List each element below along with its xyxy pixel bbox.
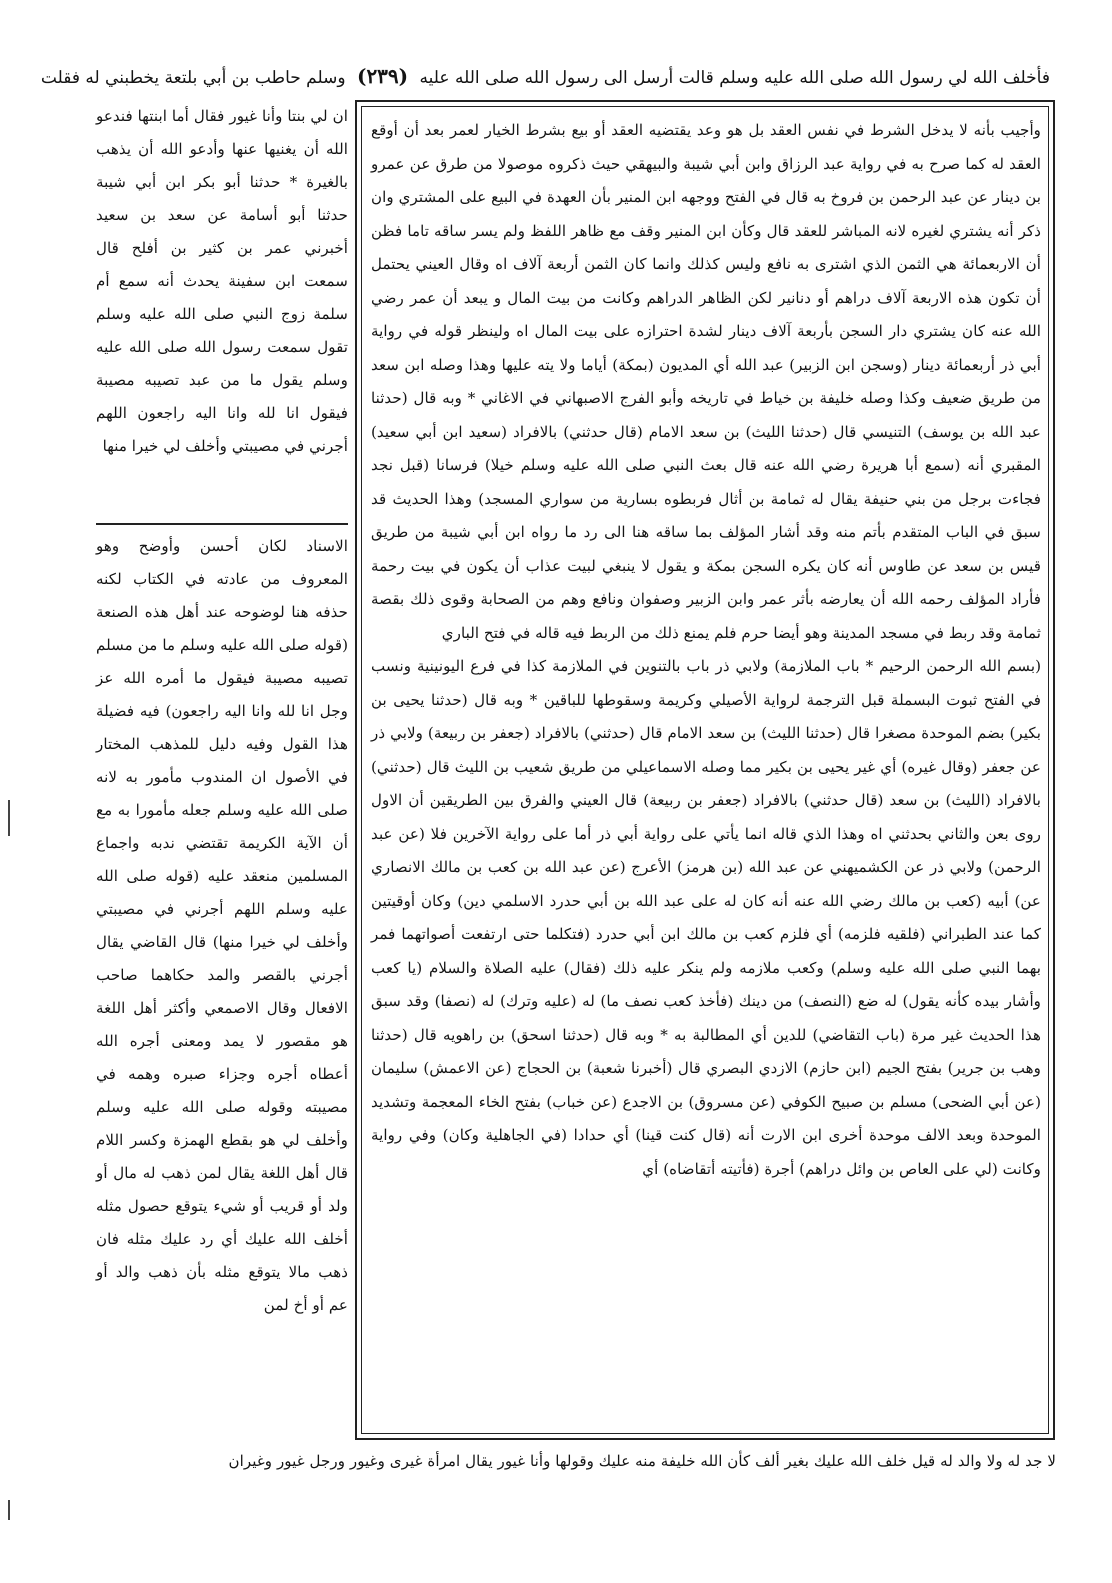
column-divider <box>96 523 348 525</box>
running-header <box>40 60 1050 92</box>
main-paragraph: وأجيب بأنه لا يدخل الشرط في نفس العقد بل هو وعد يقتضيه العقد أو بيع بشرط الخيار لعمر بعد أن أوقع العقد له كما صرح به في رواية عبد الرزاق وابن أبي شيبة والبيهقي حيث ذكروه موصولا من طرق عن عمرو بن دينار عن عبد الرحمن بن فروخ به قال في الفتح ووجهه ابن المنير بأن العهدة في البيع على المشتري وان ذكر أنه يشتري لغيره لانه المباشر للعقد قال وكأن ابن المنير وقف مع ظاهر اللفظ ولم يسر ساقه تاما فظن أن الاربعمائة هي الثمن الذي اشترى به نافع وليس كذلك وانما كان الثمن أربعة آلاف اه وقال العيني يحتمل أن تكون هذه الاربعة آلاف دراهم أو دنانير لكن الظاهر الدراهم وكانت من بيت المال و يبعد أن عمر رضي الله عنه كان يشتري دار السجن بأربعة آلاف دينار لشدة احترازه على بيت المال اه ولينظر قوله في رواية أبي ذر أربعمائة دينار (وسجن ابن الزبير) عبد الله أي المديون (بمكة) أياما ولا يته عليها وهذا وصله ابن سعد من طريق ضعيف وكذا وصله خليفة بن خياط في تاريخه وأبو الفرج الاصبهاني في الاغاني * وبه قال (حدثنا عبد الله بن يوسف) التنيسي قال (حدثنا الليث) بن سعد الامام (قال حدثني) بالافراد (سعيد ابن أبي سعيد) المقبري أنه (سمع أبا هريرة رضي الله عنه قال بعث النبي صلى الله عليه وسلم خيلا) فرسانا (قبل نجد فجاءت برجل من بني حنيفة يقال له ثمامة بن أثال فربطوه بسارية من سواري المسجد) وهذا الحديث قد سبق في الباب المتقدم بأتم منه وقد أشار المؤلف بما ساقه هنا الى رد ما رواه ابن أبي شيبة من طريق قيس بن سعد عن طاوس أنه كان يكره السجن بمكة و يقول لا ينبغي لبيت عذاب أن يكون في بيت رحمة فأراد المؤلف رحمه الله أن يعارضه بأثر عمر وابن الزبير وصفوان ونافع وهم من الصحابة وقوى ذلك بقصة ثمامة وقد ربط في مسجد المدينة وهو أيضا حرم فلم يمنع ذلك من الربط فيه قاله في فتح الباري <box>371 121 1041 642</box>
page-number: (٢٣٩) <box>356 64 409 88</box>
main-commentary-text <box>371 114 1041 1429</box>
main-commentary-frame <box>355 100 1055 1440</box>
margin-mark <box>8 800 10 836</box>
side-column-commentary: الاسناد لكان أحسن وأوضح وهو المعروف من عادته في الكتاب لكنه حذفه هنا لوضوحه عند أهل هذه الصنعة (قوله صلى الله عليه وسلم ما من مسلم تصيبه مصيبة فيقول ما أمره الله عز وجل انا لله وانا اليه راجعون) فيه فضيلة هذا القول وفيه دليل للمذهب المختار في الأصول ان المندوب مأمور به لانه صلى الله عليه وسلم جعله مأمورا به مع أن الآية الكريمة تقتضي ندبه واجماع المسلمين منعقد عليه (قوله صلى الله عليه وسلم اللهم أجرني في مصيبتي وأخلف لي خيرا منها) قال القاضي يقال أجرني بالقصر والمد حكاهما صاحب الافعال وقال الاصمعي وأكثر أهل اللغة هو مقصور لا يمد ومعنى أجره الله أعطاه أجره وجزاء صبره وهمه في مصيبته وقوله صلى الله عليه وسلم وأخلف لي هو بقطع الهمزة وكسر اللام قال أهل اللغة يقال لمن ذهب له مال أو ولد أو قريب أو شيء يتوقع حصول مثله أخلف الله عليك أي رد عليك مثله فان ذهب مالا يتوقع مثله بأن ذهب والد أو عم أو أخ لمن <box>96 537 348 1314</box>
bottom-continuation-line: لا جد له ولا والد له قيل خلف الله عليك بغير ألف كأن الله خليفة منه عليك وقولها وأنا غيور يقال امرأة غيرى وغيور ورجل غيور وغيران <box>228 1452 1056 1470</box>
header-left-text: وسلم حاطب بن أبي بلتعة يخطبني له فقلت <box>40 68 346 88</box>
margin-mark <box>8 1500 10 1520</box>
header-right-text: فأخلف الله لي رسول الله صلى الله عليه وسلم قالت أرسل الى رسول الله صلى الله عليه <box>419 68 1050 88</box>
side-column-hadith-text: ان لي بنتا وأنا غيور فقال أما ابنتها فندعو الله أن يغنيها عنها وأدعو الله أن يذهب بالغيرة * حدثنا أبو بكر ابن أبي شيبة حدثنا أبو أسامة عن سعد بن سعيد أخبرني عمر بن كثير بن أفلح قال سمعت ابن سفينة يحدث أنه سمع أم سلمة زوج النبي صلى الله عليه وسلم تقول سمعت رسول الله صلى الله عليه وسلم يقول ما من عبد تصيبه مصيبة فيقول انا لله وانا اليه راجعون اللهم أجرني في مصيبتي وأخلف لي خيرا منها <box>96 107 348 455</box>
main-paragraph: (بسم الله الرحمن الرحيم * باب الملازمة) ولابي ذر باب بالتنوين في الملازمة كذا في فرع اليونينية ونسب في الفتح ثبوت البسملة قبل الترجمة لرواية الأصيلي وكريمة وسقوطها للباقين * وبه قال (حدثنا يحيى بن بكير) بضم الموحدة مصغرا قال (حدثنا الليث) بن سعد الامام قال (حدثني) بالافراد (جعفر بن ربيعة) ولابي ذر عن جعفر (وقال غيره) أي غير يحيى بن بكير مما وصله الاسماعيلي من طريق شعيب بن الليث قال (حدثني) بالافراد (الليث) بن سعد (قال حدثني) بالافراد (جعفر بن ربيعة) قال العيني والفرق بين الطريقين أن الاول روى بعن والثاني بحدثني اه وهذا الذي قاله انما يأتي على رواية أبي ذر أما على رواية الآخرين فلا (عن عبد الرحمن) ولابي ذر عن الكشميهني عن عبد الله (بن هرمز) الأعرج (عن عبد الله بن كعب بن مالك الانصاري عن) أبيه (كعب بن مالك رضي الله عنه أنه كان له على عبد الله بن أبي حدرد الاسلمي دين) وكان أوقيتين كما عند الطبراني (فلقيه فلزمه) أي فلزم كعب بن مالك ابن أبي حدرد (فتكلما حتى ارتفعت أصواتهما فمر بهما النبي صلى الله عليه وسلم) وكعب ملازمه ولم ينكر عليه ذلك (فقال) عليه الصلاة والسلام (يا كعب وأشار بيده كأنه يقول) له ضع (النصف) من دينك (فأخذ كعب نصف ما) له (عليه وترك) له (نصفا) وقد سبق هذا الحديث غير مرة (باب التقاضي) للدين أي المطالبة به * وبه قال (حدثنا اسحق) بن راهويه قال (حدثنا وهب بن جرير) بفتح الجيم (ابن حازم) الازدي البصري قال (أخبرنا شعبة) بن الحجاج (عن الاعمش) سليمان (عن أبي الضحى) مسلم بن صبيح الكوفي (عن مسروق) بن الاجدع (عن خباب) بفتح الخاء المعجمة وتشديد الموحدة وبعد الالف موحدة أخرى ابن الارت أنه (قال كنت قينا) أي حدادا (في الجاهلية وكان) وفي رواية وكانت (لي على العاص بن وائل دراهم) أجرة (فأتيته أتقاضاه) أي <box>371 657 1041 1178</box>
